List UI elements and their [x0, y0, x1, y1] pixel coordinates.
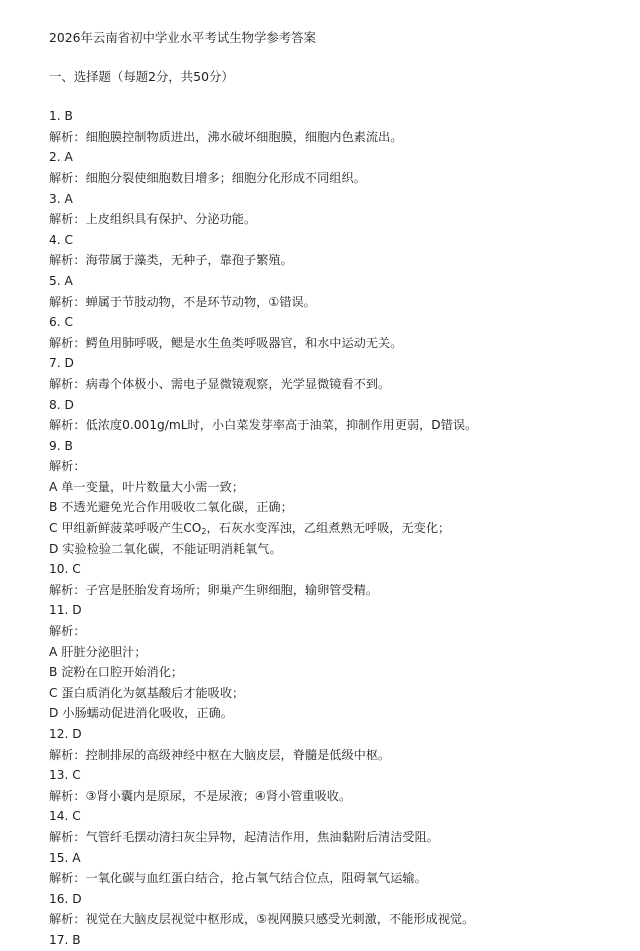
- explanation-line: [49, 292, 640, 313]
- explanation-line: [49, 209, 640, 230]
- explanation-line: [49, 333, 640, 354]
- answer-number: 2. A: [49, 150, 73, 165]
- explanation-text: 子宫是胚胎发育场所；卵巢产生卵细胞，输卵管受精。: [85, 582, 379, 597]
- answer-number: 4. C: [49, 232, 74, 247]
- detail-line: D 小肠蠕动促进消化吸收，正确。: [49, 706, 233, 721]
- answer-number: 11. D: [49, 603, 82, 618]
- explanation-label: 解析：: [49, 788, 86, 803]
- detail-text: ，石灰水变浑浊，乙组煮熟无呼吸，无变化；: [206, 521, 451, 536]
- answer-number: 6. C: [49, 315, 74, 330]
- explanation-line: [49, 909, 640, 930]
- explanation-label: 解析：: [49, 212, 86, 227]
- explanation-text: 鳄鱼用肺呼吸，鳃是水生鱼类呼吸器官，和水中运动无关。: [85, 335, 403, 350]
- explanation-text: 一氧化碳与血红蛋白结合，抢占氧气结合位点，阻碍氧气运输。: [85, 871, 427, 886]
- explanation-line: [49, 580, 640, 601]
- explanation-line: [49, 786, 640, 807]
- explanation-text: 视觉在大脑皮层视觉中枢形成，⑤视网膜只感受光刺激，不能形成视觉。: [85, 912, 475, 927]
- answer-number: 15. A: [49, 850, 81, 865]
- explanation-line: [49, 868, 640, 889]
- detail-line: A 单一变量，叶片数量大小需一致；: [49, 479, 245, 494]
- answer-number: 12. D: [49, 727, 82, 741]
- explanation-label: 解析：: [49, 912, 86, 927]
- explanation-label: 解析：: [49, 418, 86, 433]
- explanation-label: 解析：: [49, 253, 86, 268]
- explanation-label: 解析：: [49, 871, 86, 886]
- answer-number: 10. C: [49, 562, 81, 577]
- detail-text: C 甲组新鲜菠菜呼吸产生: [49, 521, 184, 536]
- explanation-label: 解析：: [49, 376, 86, 391]
- explanation-text: 细胞分裂使细胞数目增多；细胞分化形成不同组织。: [85, 170, 366, 185]
- explanation-line: [49, 827, 640, 848]
- explanation-label: 解析：: [49, 459, 86, 474]
- answer-number: 17. B: [49, 932, 81, 947]
- answer-number: 13. C: [49, 768, 81, 783]
- explanation-label: 解析：: [49, 582, 86, 597]
- answer-number: 9. B: [49, 438, 73, 453]
- explanation-text: 蝉属于节肢动物，不是环节动物，①错误。: [85, 294, 316, 309]
- explanation-line: [49, 745, 640, 766]
- answer-list: [49, 106, 640, 950]
- detail-line: [49, 518, 640, 539]
- answer-number: 14. C: [49, 809, 81, 824]
- explanation-line: [49, 374, 640, 395]
- explanation-line: [49, 415, 640, 436]
- answer-number: 7. D: [49, 356, 74, 371]
- co2-formula: $CO_2$: [183, 521, 207, 537]
- detail-line: C 蛋白质消化为氨基酸后才能吸收；: [49, 685, 245, 700]
- answer-number: 5. A: [49, 273, 73, 288]
- detail-line: D 实验检验二氧化碳，不能证明消耗氧气。: [49, 541, 282, 556]
- detail-line: A 肝脏分泌胆汁；: [49, 644, 147, 659]
- explanation-line: [49, 250, 640, 271]
- explanation-label: 解析：: [49, 624, 86, 639]
- explanation-text: 上皮组织具有保护、分泌功能。: [85, 212, 257, 227]
- section-title: 一、选择题（每题2分，共50分）: [49, 68, 234, 84]
- explanation-label: 解析：: [49, 294, 86, 309]
- detail-line: B 不透光避免光合作用吸收二氧化碳，正确；: [49, 500, 293, 515]
- explanation-text: ③肾小囊内是原尿，不是尿液；④肾小管重吸收。: [85, 788, 352, 803]
- explanation-text: 细胞膜控制物质进出，沸水破坏细胞膜，细胞内色素流出。: [85, 129, 403, 144]
- answer-number: 1. B: [49, 109, 73, 124]
- explanation-text: 病毒个体极小、需电子显微镜观察，光学显微镜看不到。: [85, 376, 391, 391]
- explanation-label: 解析：: [49, 170, 86, 185]
- explanation-line: [49, 621, 640, 642]
- answer-number: 16. D: [49, 891, 82, 906]
- explanation-label: 解析：: [49, 829, 86, 844]
- explanation-line: [49, 168, 640, 189]
- answer-number: 8. D: [49, 397, 74, 412]
- explanation-text: 海带属于藻类，无种子，靠孢子繁殖。: [85, 253, 293, 268]
- explanation-label: 解析：: [49, 335, 86, 350]
- explanation-text: 控制排尿的高级神经中枢在大脑皮层，脊髓是低级中枢。: [85, 747, 391, 762]
- detail-line: B 淀粉在口腔开始消化；: [49, 665, 184, 680]
- explanation-line: [49, 456, 640, 477]
- explanation-text: 气管纤毛摆动清扫灰尘异物，起清洁作用，焦油黏附后清洁受阻。: [85, 829, 439, 844]
- answer-number: 3. A: [49, 191, 73, 206]
- explanation-label: 解析：: [49, 129, 86, 144]
- explanation-label: 解析：: [49, 747, 86, 762]
- document-title: 2026年云南省初中学业水平考试生物学参考答案: [49, 30, 316, 45]
- explanation-text: 低浓度0.001g/mL时，小白菜发芽率高于油菜，抑制作用更弱，D错误。: [85, 418, 478, 433]
- explanation-line: [49, 127, 640, 148]
